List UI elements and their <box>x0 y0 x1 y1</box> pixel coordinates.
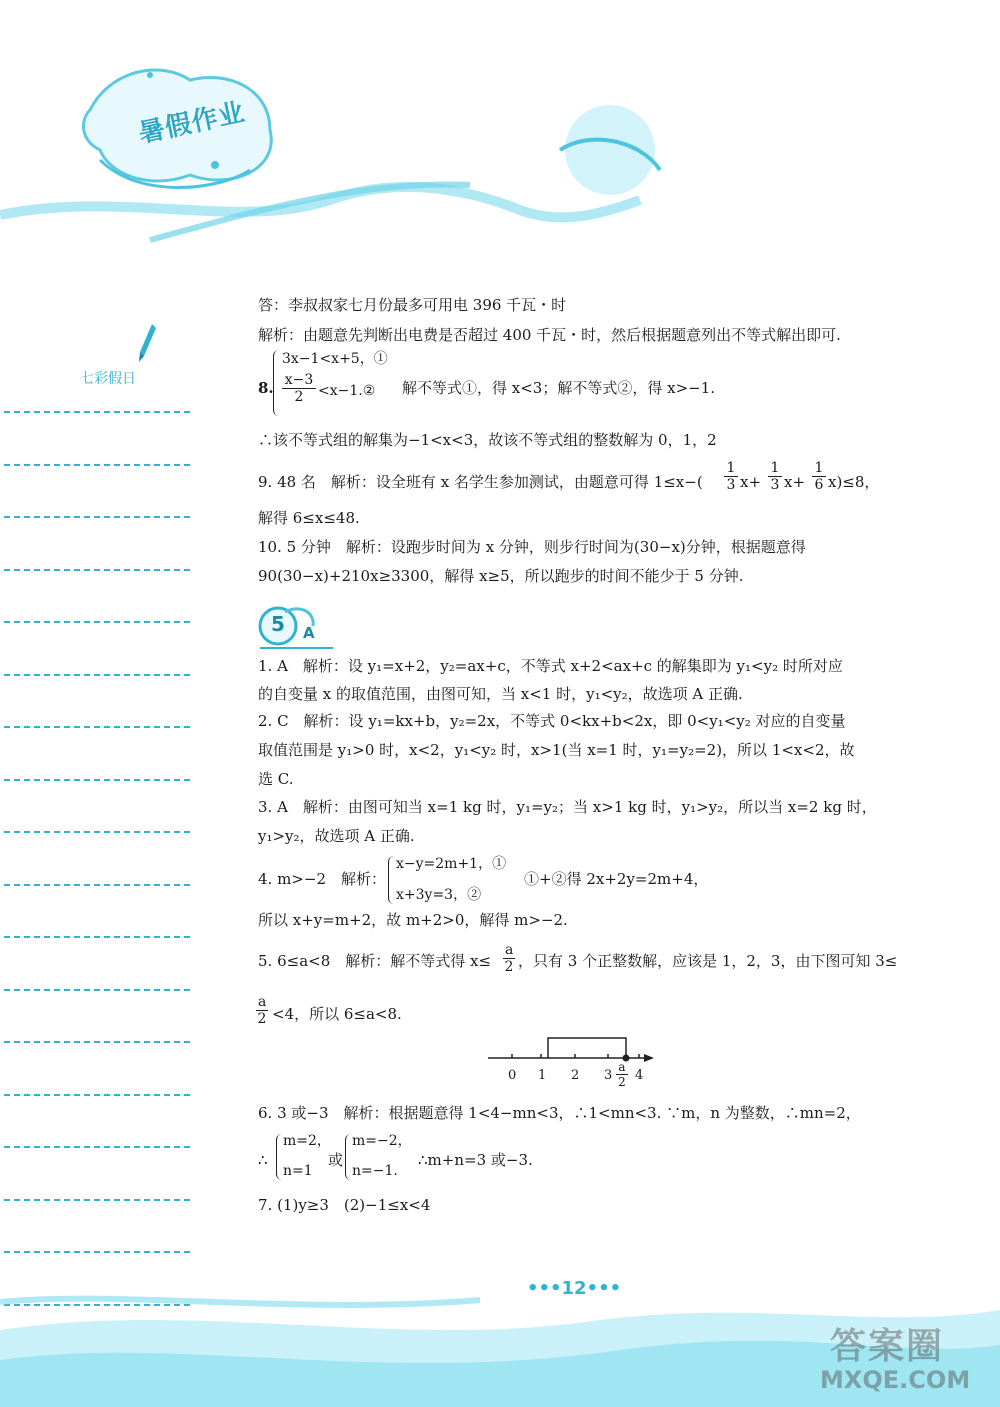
a1-line-a: 1. A 解析：设 y₁=x+2，y₂=ax+c，不等式 x+2<ax+c 的解集即为 y₁<y₂ 时所对应 <box>258 657 843 675</box>
a5b-frac-num: a <box>258 994 267 1010</box>
q8-tail: 解不等式①，得 x<3；解不等式②，得 x>−1. <box>402 379 716 397</box>
a5-head: 5. 6≤a<8 解析：解不等式得 x≤ <box>258 952 492 970</box>
q9-end: x)≤8， <box>828 473 880 491</box>
sidebar-rule <box>4 674 190 676</box>
q8-fraction-den: 2 <box>294 389 304 405</box>
nl-frac-den: 2 <box>618 1075 626 1089</box>
watermark-url: MXQE.COM <box>820 1366 971 1394</box>
sidebar-rule <box>4 989 190 991</box>
sidebar-rule <box>4 411 190 413</box>
answer-line: 答：李叔叔家七月份最多可用电 396 千瓦・时 <box>258 296 567 314</box>
sidebar-rule <box>4 1146 190 1148</box>
q9-frac1-den: 3 <box>726 477 736 493</box>
sidebar-rule <box>4 1094 190 1096</box>
a6-sys2-b: n=−1. <box>352 1163 398 1179</box>
sidebar-rule <box>4 1041 190 1043</box>
q10-line-a: 10. 5 分钟 解析：设跑步时间为 x 分钟，则步行时间为(30−x)分钟，根据题意得 <box>258 538 806 556</box>
q9-frac1 <box>724 460 738 493</box>
a5-frac <box>503 942 515 975</box>
q8-fraction <box>282 372 316 405</box>
q9-frac2-num: 1 <box>768 460 782 477</box>
a4-brace <box>388 856 395 904</box>
q8-eq1: 3x−1<x+5，① <box>282 351 388 367</box>
sidebar-rule <box>4 884 190 886</box>
number-line <box>484 1030 658 1066</box>
sidebar-rule <box>4 1251 190 1253</box>
a5b-frac <box>256 994 268 1027</box>
sidebar-label: 七彩假日 <box>80 371 136 387</box>
a2-line-c: 选 C. <box>258 770 294 788</box>
a6-sys2-a: m=−2， <box>352 1133 412 1149</box>
analysis-line: 解析：由题意先判断出电费是否超过 400 千瓦・时，然后根据题意列出不等式解出即可. <box>258 326 841 344</box>
page-dots-left: ••• <box>527 1278 562 1299</box>
a6-or: 或 <box>328 1151 344 1169</box>
a3-line-b: y₁>y₂，故选项 A 正确. <box>258 827 415 845</box>
q9-frac3-den: 6 <box>814 477 824 493</box>
a6-pre: ∴ <box>258 1151 268 1169</box>
banner-title: 暑假作业 <box>136 97 248 150</box>
q9-frac2-den: 3 <box>770 477 780 493</box>
section-number: 5 <box>271 612 285 636</box>
a4-head: 4. m>−2 解析： <box>258 870 386 888</box>
sidebar-rule <box>4 516 190 518</box>
q8-brace <box>273 350 280 416</box>
pen-icon <box>138 322 158 366</box>
nl-frac <box>616 1060 628 1089</box>
page-dots-right: ••• <box>586 1278 622 1299</box>
a1-line-b: 的自变量 x 的取值范围，由图可知，当 x<1 时，y₁<y₂，故选项 A 正确. <box>258 685 743 703</box>
a5-tail: ，只有 3 个正整数解，应该是 1，2，3，由下图可知 3≤ <box>518 952 898 970</box>
q9-line-b: 解得 6≤x≤48. <box>258 509 360 527</box>
a5b-frac-den: 2 <box>257 1011 267 1027</box>
section-letter: A <box>303 624 315 642</box>
sidebar-rule <box>4 1199 190 1201</box>
sidebar-rule <box>4 831 190 833</box>
section-badge <box>255 604 335 650</box>
a4-line-b: 所以 x+y=m+2，故 m+2>0，解得 m>−2. <box>258 911 568 929</box>
q9-frac3-num: 1 <box>812 460 826 477</box>
a2-line-b: 取值范围是 y₁>0 时，x<2，y₁<y₂ 时，x>1(当 x=1 时，y₁=y₂=2)，所以 1<x<2，故 <box>258 741 855 759</box>
nl-tick-2: 2 <box>571 1068 580 1083</box>
a4-eq2: x+3y=3，② <box>396 887 482 903</box>
nl-tick-0: 0 <box>508 1068 517 1083</box>
a7-line: 7. (1)y≥3 (2)−1≤x<4 <box>258 1196 431 1214</box>
a6-tail: ∴m+n=3 或−3. <box>418 1151 533 1169</box>
q8-conclusion: ∴该不等式组的解集为−1<x<3，故该不等式组的整数解为 0，1，2 <box>258 431 717 449</box>
q9-frac2 <box>768 460 782 493</box>
watermark-logo: 答案圈 <box>830 1326 945 1367</box>
q9-mid2: x+ <box>784 473 806 491</box>
a6-brace-1 <box>276 1134 283 1180</box>
a4-eq1: x−y=2m+1，① <box>396 856 507 872</box>
q9-frac1-num: 1 <box>724 460 738 477</box>
a6-brace-2 <box>345 1134 352 1180</box>
nl-frac-num: a <box>616 1060 628 1075</box>
page-number-value: 12 <box>561 1278 587 1299</box>
sidebar-rule <box>4 621 190 623</box>
a5b-tail: <4，所以 6≤a<8. <box>272 1005 402 1023</box>
nl-tick-3: 3 <box>604 1068 613 1083</box>
sidebar-rule <box>4 464 190 466</box>
a4-tail: ①+②得 2x+2y=2m+4， <box>524 870 709 888</box>
a5-frac-den: 2 <box>504 959 514 975</box>
q10-line-b: 90(30−x)+210x≥3300，解得 x≥5，所以跑步的时间不能少于 5 分钟. <box>258 567 744 585</box>
a2-line-a: 2. C 解析：设 y₁=kx+b，y₂=2x，不等式 0<kx+b<2x，即 0<y₁<y₂ 对应的自变量 <box>258 712 846 730</box>
q9-line-a <box>258 472 703 492</box>
a6-sys1-a: m=2， <box>283 1133 331 1149</box>
sidebar-rule <box>4 779 190 781</box>
q9-mid1: x+ <box>740 473 762 491</box>
q8-number: 8. <box>258 379 274 397</box>
sidebar-rule <box>4 726 190 728</box>
q9-head: 9. 48 名 解析：设全班有 x 名学生参加测试，由题意可得 1≤x−( <box>258 473 703 491</box>
nl-tick-4: 4 <box>635 1068 644 1083</box>
q9-frac3 <box>812 460 826 493</box>
a5-frac-num: a <box>505 942 514 958</box>
q8-eq2-rest: <x−1.② <box>318 383 376 399</box>
a6-sys1-b: n=1 <box>283 1163 313 1179</box>
a6-line-a: 6. 3 或−3 解析：根据题意得 1<4−mn<3，∴1<mn<3. ∵m，n 为整数，∴mn=2， <box>258 1104 861 1122</box>
q8-fraction-num: x−3 <box>282 372 316 389</box>
nl-tick-1: 1 <box>538 1068 547 1083</box>
a3-line-a: 3. A 解析：由图可知当 x=1 kg 时，y₁=y₂；当 x>1 kg 时，y₁>y₂，所以当 x=2 kg 时， <box>258 798 877 816</box>
sidebar-rule <box>4 936 190 938</box>
sidebar-rule <box>4 569 190 571</box>
